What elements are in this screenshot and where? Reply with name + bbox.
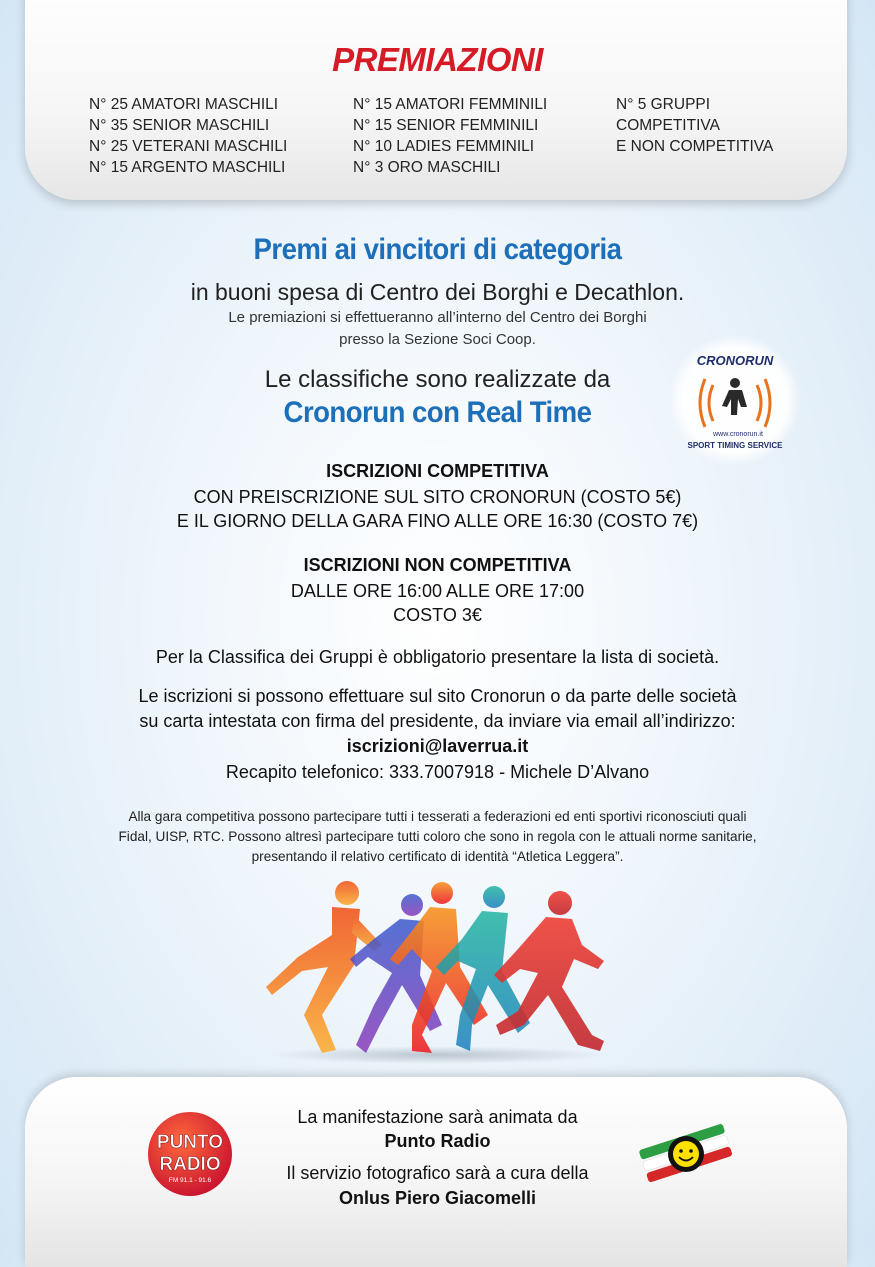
premiazioni-item: N° 10 LADIES FEMMINILI (353, 138, 535, 155)
cronorun-url: www.cronorun.it (713, 431, 763, 438)
iscrizioni-competitiva-line-1: CON PREISCRIZIONE SUL SITO CRONORUN (COSTO 5€) (193, 487, 682, 507)
premiazioni-column-2 (353, 94, 547, 178)
runners-illustration (262, 875, 612, 1070)
premiazioni-title: PREMIAZIONI (332, 41, 543, 78)
premiazioni-column-3 (616, 94, 773, 157)
runner-figure-5 (494, 891, 604, 1051)
cronorun-tagline: SPORT TIMING SERVICE (687, 441, 783, 450)
footer-line-4: Onlus Piero Giacomelli (338, 1188, 537, 1208)
premi-title: Premi ai vincitori di categoria (253, 233, 622, 266)
classifiche-name: Cronorun con Real Time (283, 396, 592, 429)
premiazioni-item: N° 15 ARGENTO MASCHILI (89, 159, 286, 176)
premiazioni-item: N° 35 SENIOR MASCHILI (89, 117, 270, 134)
premi-info-line-1: Le premiazioni si effettueranno all’interno del Centro dei Borghi (228, 309, 647, 326)
punto-radio-word-1: PUNTO (156, 1132, 224, 1153)
punto-radio-word-2: RADIO (159, 1154, 221, 1175)
iscrizioni-email-link[interactable]: iscrizioni@laverrua.it (346, 736, 529, 756)
premiazioni-column-1 (89, 94, 287, 178)
onlus-smiley-logo (638, 1114, 734, 1194)
iscrizioni-info-line-2: su carta intestata con firma del presidente, da inviare via email all’indirizzo: (139, 711, 736, 731)
premi-info-line-2: presso la Sezione Soci Coop. (339, 331, 536, 348)
punto-radio-frequency: FM 91.1 - 91.6 (168, 1177, 212, 1184)
premiazioni-item: E NON COMPETITIVA (616, 138, 774, 155)
iscrizioni-non-competitiva-heading: ISCRIZIONI NON COMPETITIVA (303, 555, 572, 575)
premi-subtitle: in buoni spesa di Centro dei Borghi e Decathlon. (190, 279, 685, 305)
premiazioni-item: N° 15 SENIOR FEMMINILI (353, 117, 539, 134)
cronorun-brand: CRONORUN (696, 353, 774, 368)
note-line-3: presentando il relativo certificato di identità “Atletica Leggera”. (251, 849, 624, 864)
footer-line-2: Punto Radio (384, 1131, 491, 1151)
note-line-2: Fidal, UISP, RTC. Possono altresì partecipare tutti coloro che sono in regola con le attuali norme sanitarie, (118, 829, 757, 844)
iscrizioni-competitiva-heading: ISCRIZIONI COMPETITIVA (326, 461, 549, 481)
premiazioni-item: N° 15 AMATORI FEMMINILI (353, 96, 548, 113)
premiazioni-item: COMPETITIVA (616, 117, 720, 134)
note-line-1: Alla gara competitiva possono partecipare tutti i tesserati a federazioni ed enti sportivi riconosciuti quali (128, 809, 747, 824)
premiazioni-item: N° 25 VETERANI MASCHILI (89, 138, 288, 155)
premiazioni-item: N° 25 AMATORI MASCHILI (89, 96, 279, 113)
classifiche-line: Le classifiche sono realizzate da (264, 366, 611, 393)
iscrizioni-competitiva-line-2: E IL GIORNO DELLA GARA FINO ALLE ORE 16:30 (COSTO 7€) (176, 511, 699, 531)
iscrizioni-non-competitiva-line-2: COSTO 3€ (393, 605, 482, 625)
premiazioni-item: N° 5 GRUPPI (616, 96, 711, 113)
iscrizioni-non-competitiva-line-1: DALLE ORE 16:00 ALLE ORE 17:00 (290, 581, 585, 601)
cronorun-logo (665, 335, 805, 465)
recapito-telefonico: Recapito telefonico: 333.7007918 - Michele D’Alvano (225, 762, 650, 782)
gruppi-text: Per la Classifica dei Gruppi è obbligatorio presentare la lista di società. (155, 647, 720, 667)
premiazioni-item: N° 3 ORO MASCHILI (353, 159, 501, 176)
iscrizioni-info-line-1: Le iscrizioni si possono effettuare sul sito Cronorun o da parte delle società (138, 686, 737, 706)
footer-line-1: La manifestazione sarà animata da (297, 1107, 578, 1127)
footer-line-3: Il servizio fotografico sarà a cura della (286, 1163, 589, 1183)
